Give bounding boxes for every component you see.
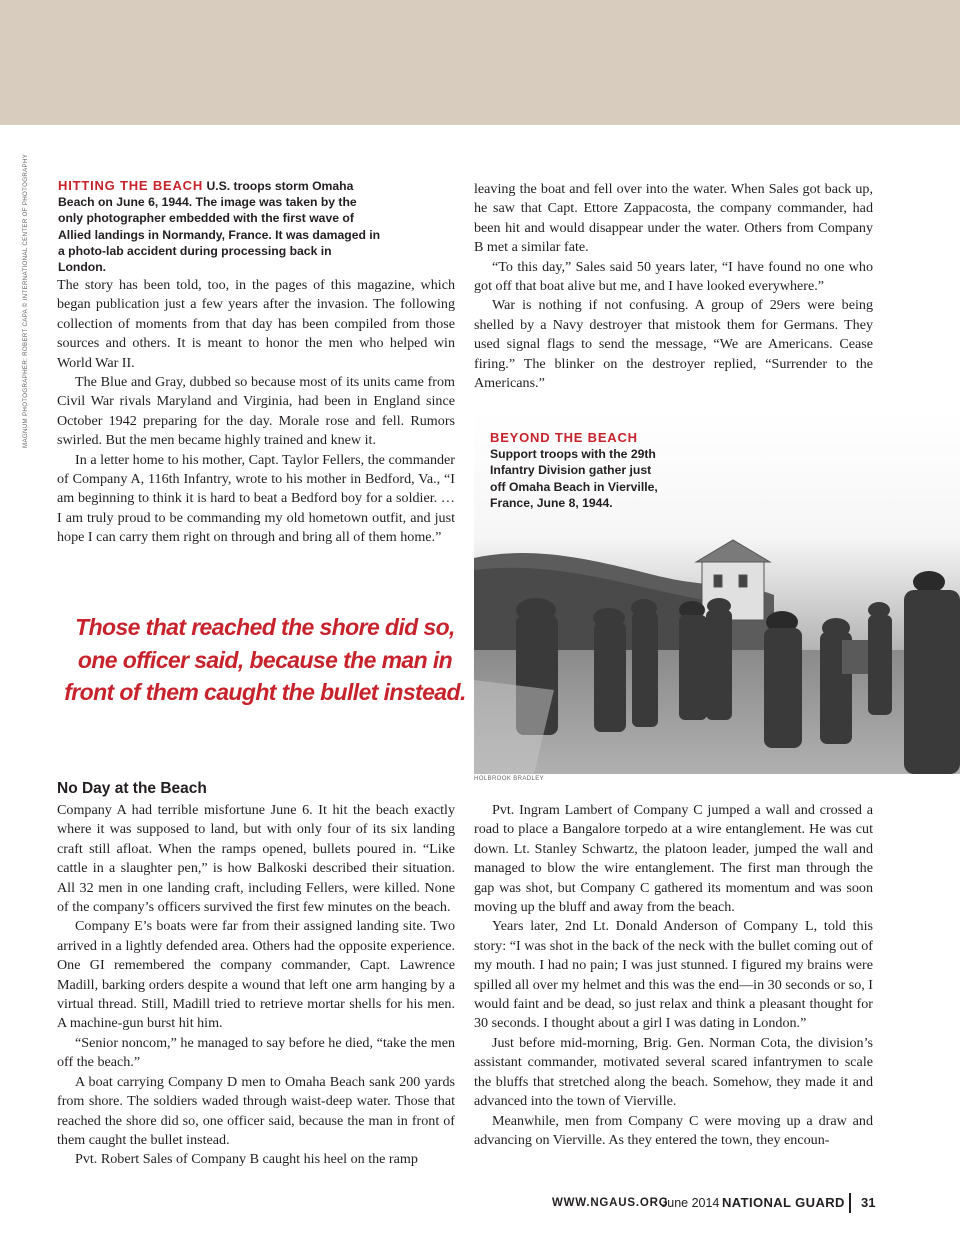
photo-credit-vertical: MAGNUM PHOTOGRAPHER: ROBERT CAPA © INTERNATIONAL CENTER OF PHOTOGRAPHY bbox=[22, 153, 29, 448]
footer-url[interactable]: WWW.NGAUS.ORG bbox=[552, 1197, 669, 1209]
page-number: 31 bbox=[861, 1195, 876, 1210]
caption-beyond-the-beach bbox=[490, 430, 670, 511]
paragraph: The story has been told, too, in the pages of this magazine, which began publication just a few years after the invasion. The following collection of moments from that day has been compiled from those sources and others. It is meant to honor the men who helped win World War II. bbox=[57, 277, 455, 371]
photo-credit: HOLBROOK BRADLEY bbox=[474, 776, 545, 782]
paragraph: leaving the boat and fell over into the water. When Sales got back up, he saw that Capt. Ettore Zappacosta, the company commander, had been hit and would disappear under the water. Others from Company B met a similar fate. bbox=[474, 181, 873, 256]
paragraph: The Blue and Gray, dubbed so because most of its units came from Civil War rivals Maryland and Virginia, had been in England since October 1942 preparing for the day. Morale rose and fell. Rumors swirled. But the men became highly trained and knew it. bbox=[57, 374, 455, 449]
footer-date: June 2014 bbox=[661, 1196, 720, 1210]
footer-magazine-title: NATIONAL GUARD bbox=[722, 1195, 845, 1210]
caption-text: Support troops with the 29th Infantry Division gather just off Omaha Beach in Vierville, France, June 8, 1944. bbox=[490, 447, 658, 510]
paragraph: In a letter home to his mother, Capt. Taylor Fellers, the commander of Company A, 116th Infantry, wrote to his mother in Bedford, Va., “I am beginning to think it is hard to beat a Bedford boy for a soldier. … I am truly proud to be commanding my old hometown outfit, and just hope I can carry them right on through and bring all of them home.” bbox=[57, 451, 455, 546]
caption-text: U.S. troops storm Omaha Beach on June 6, 1944. The image was taken by the only photographer embedded with the first wave of Allied landings in Normandy, France. It was damaged in a photo-lab accident during processing back in London. bbox=[58, 179, 381, 275]
paragraph: Company A had terrible misfortune June 6. It hit the beach exactly where it was supposed to land, but with only four of its six landing craft still afloat. When the ramps opened, bullets poured in. “Like cattle in a slaughter pen,” is how Balkoski described their situation. All 32 men in one landing craft, including Fellers, were killed. None of the company’s officers survived the first few minutes on the beach. bbox=[57, 802, 455, 916]
paragraph: Just before mid-morning, Brig. Gen. Norman Cota, the division’s assistant commander, motivated several scared infantrymen to scale the bluffs that stretched along the beach. Somehow, they made it and advanced into the town of Vierville. bbox=[474, 1034, 873, 1110]
paragraph: Pvt. Ingram Lambert of Company C jumped a wall and crossed a road to place a Bangalore torpedo at a wire entanglement. He was cut down. Lt. Stanley Schwartz, the platoon leader, jumped the wall and managed to blow the wire entanglement. The first man through the gap was shot, but Company C gathered its momentum and was soon moving up the bluff and away from the beach. bbox=[474, 802, 873, 916]
paragraph: Years later, 2nd Lt. Donald Anderson of Company L, told this story: “I was shot in the back of the neck with the bullet coming out of my mouth. I had no pain; I was just stunned. I figured my brains were spilled all over my helmet and this was the end—in 30 seconds or so, I would faint and be dead, so just relax and think a pleasant thought for 30 seconds. I thought about a girl I was dating in London.” bbox=[474, 918, 873, 1032]
page-footer bbox=[0, 1195, 960, 1215]
top-color-band bbox=[0, 0, 960, 125]
paragraph: War is nothing if not confusing. A group of 29ers were being shelled by a Navy destroyer that mistook them for Germans. They used signal flags to send the message, “We are Americans. Cease firing.” The blinker on the destroyer replied, “Surrender to the Americans.” bbox=[474, 297, 873, 392]
pull-quote: Those that reached the shore did so, one officer said, because the man in front of them caught the bullet instead. bbox=[64, 614, 466, 705]
article-column-2 bbox=[474, 180, 873, 393]
paragraph: Pvt. Robert Sales of Company B caught his heel on the ramp bbox=[75, 1151, 418, 1168]
footer-divider bbox=[849, 1193, 851, 1213]
paragraph: Meanwhile, men from Company C were moving up a draw and advancing on Vierville. As they entered the town, they encoun- bbox=[474, 1112, 873, 1148]
paragraph: A boat carrying Company D men to Omaha Beach sank 200 yards from shore. The soldiers waded through waist-deep water. Those that reached the shore did so, one officer said, because the man in front of them caught the bullet instead. bbox=[57, 1073, 455, 1148]
caption-heading: BEYOND THE BEACH bbox=[490, 430, 638, 445]
article-column-3 bbox=[57, 801, 455, 1170]
section-subhead: No Day at the Beach bbox=[57, 780, 207, 797]
article-column-1 bbox=[57, 276, 455, 548]
article-column-4 bbox=[474, 801, 873, 1150]
caption-heading: HITTING THE BEACH bbox=[58, 178, 204, 193]
paragraph: Company E’s boats were far from their assigned landing site. Two arrived in a lightly defended area. Others had the opposite experience. One GI remembered the company commander, Capt. Lawrence Madill, barking orders despite a wound that left one arm hanging by a virtual thread. Still, Madill tried to retrieve mortar shells for his men. A machine-gun burst hit him. bbox=[57, 918, 455, 1032]
paragraph: “To this day,” Sales said 50 years later, “I have found no one who got off that boat alive but me, and I have looked everywhere.” bbox=[474, 258, 873, 295]
paragraph: “Senior noncom,” he managed to say before he died, “take the men off the beach.” bbox=[57, 1034, 455, 1071]
caption-hitting-the-beach bbox=[58, 178, 383, 275]
